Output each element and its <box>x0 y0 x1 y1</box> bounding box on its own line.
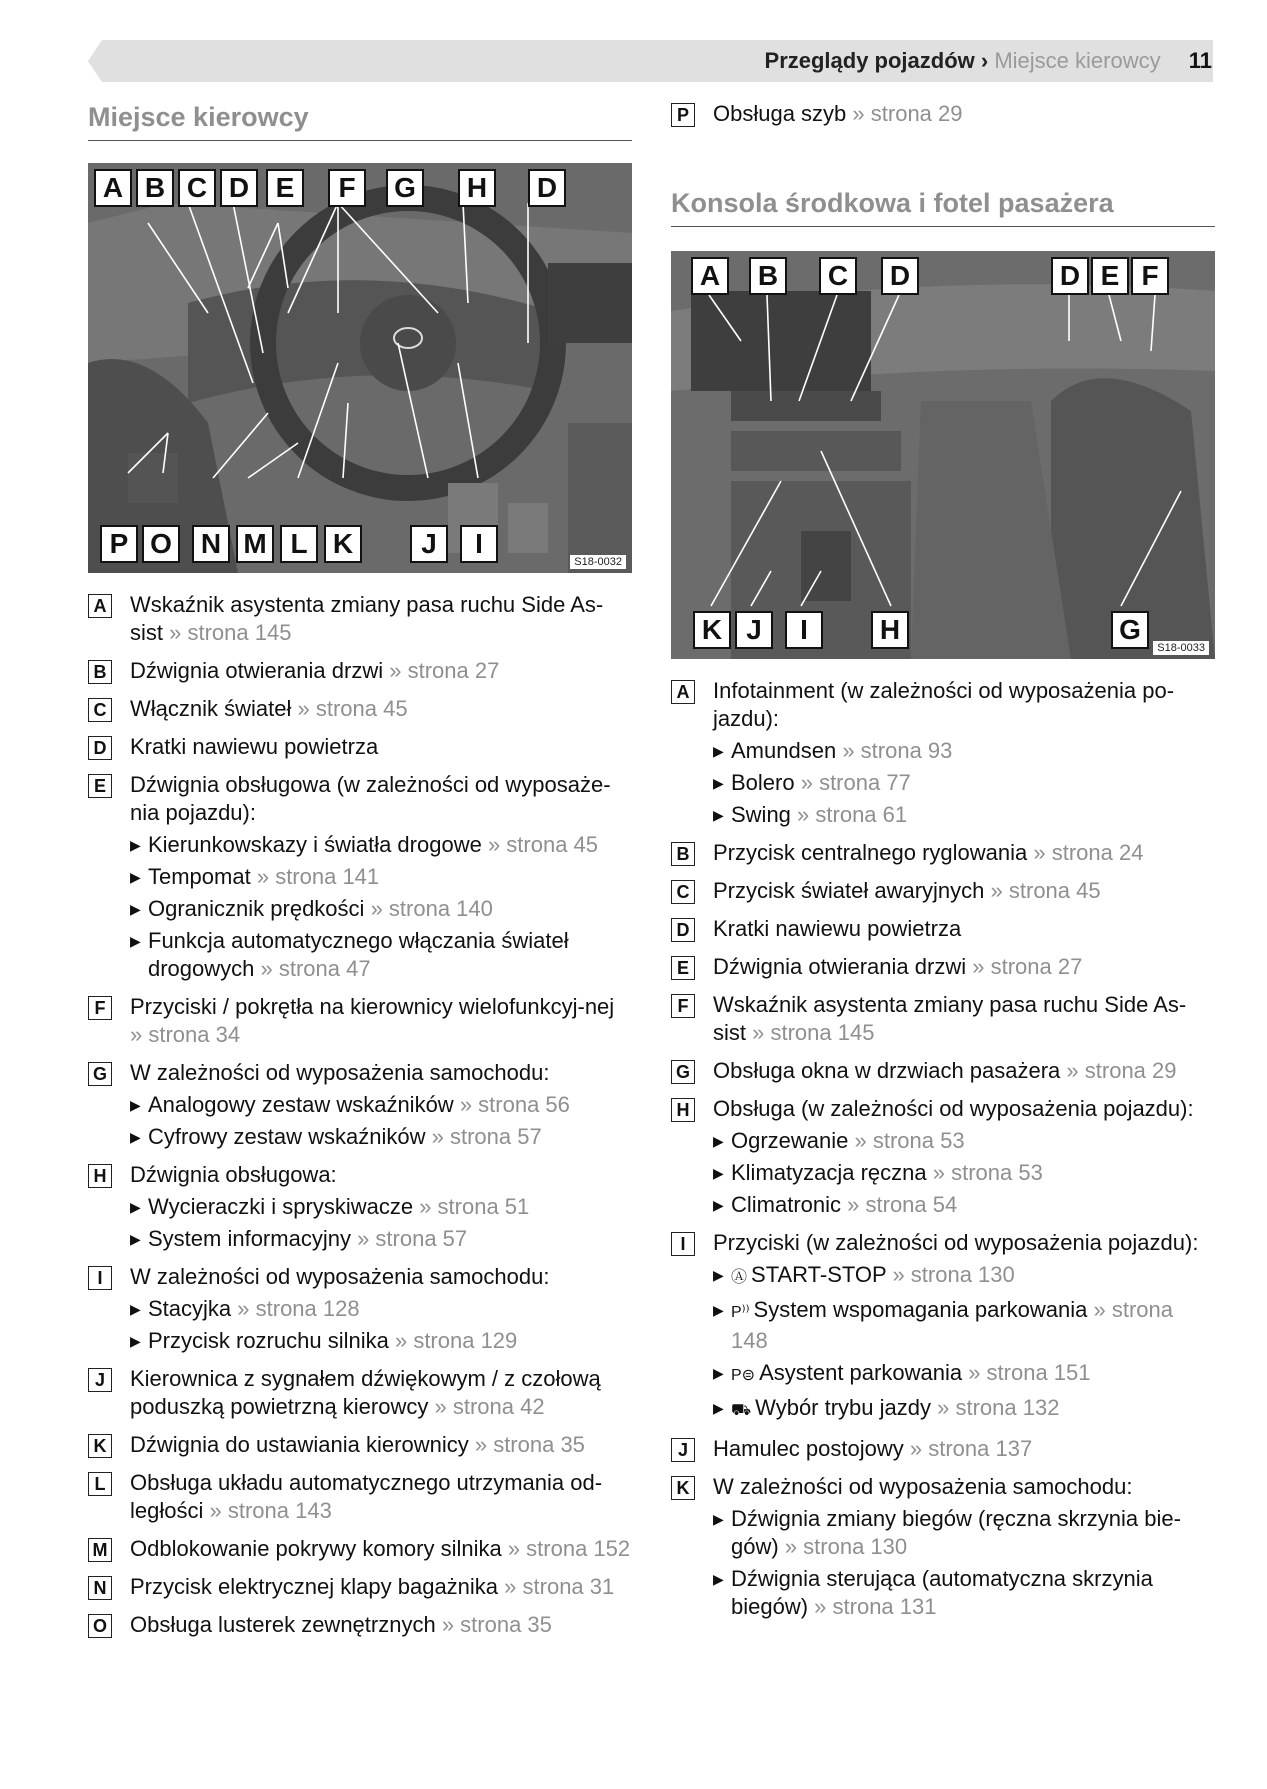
fig1-label: O <box>142 525 180 563</box>
fig1-label: K <box>324 525 362 563</box>
subitem-text: System informacyjny <box>148 1226 351 1251</box>
page-reference[interactable]: » strona 47 <box>260 956 371 981</box>
bullet-triangle-icon: ▶ <box>713 1511 724 1527</box>
legend-subitem <box>713 1505 1215 1561</box>
legend-key: F <box>671 994 695 1018</box>
figure-center-console <box>671 251 1215 659</box>
fig2-label: A <box>691 257 729 295</box>
bullet-triangle-icon: ▶ <box>130 901 141 917</box>
legend-key: O <box>88 1614 112 1638</box>
subitem-body <box>731 1565 1215 1621</box>
legend-body <box>713 1435 1215 1463</box>
page-reference[interactable]: » strona 128 <box>237 1296 360 1321</box>
subitem-body <box>731 1394 1215 1425</box>
legend-item <box>671 877 1215 905</box>
legend-item <box>88 993 632 1049</box>
legend-key: I <box>671 1232 695 1256</box>
legend-item <box>88 1365 632 1421</box>
legend-key: B <box>88 660 112 684</box>
legend-body <box>130 1161 632 1253</box>
subitem-text: START-STOP <box>751 1262 887 1287</box>
page-reference[interactable]: » strona 151 <box>968 1360 1091 1385</box>
legend-item <box>88 1161 632 1253</box>
legend-key: G <box>671 1060 695 1084</box>
subitem-text: Ogrzewanie <box>731 1128 849 1153</box>
legend-text: W zależności od wyposażenia samochodu: <box>130 1060 550 1085</box>
page-reference[interactable]: » strona 35 <box>441 1612 552 1637</box>
section-title-driver: Miejsce kierowcy <box>88 100 632 141</box>
page-reference[interactable]: » strona 27 <box>389 658 500 683</box>
page-reference[interactable]: » strona 53 <box>854 1128 965 1153</box>
legend-text: Obsługa lusterek zewnętrznych <box>130 1612 436 1637</box>
subitem-text: Ogranicznik prędkości <box>148 896 365 921</box>
fig2-label: J <box>735 611 773 649</box>
legend-subitem <box>713 1261 1215 1292</box>
legend-subitem <box>713 1565 1215 1621</box>
bullet-triangle-icon: ▶ <box>130 869 141 885</box>
legend-key: J <box>671 1438 695 1462</box>
page-reference[interactable]: » strona 61 <box>797 802 908 827</box>
legend-subitem <box>713 1359 1215 1390</box>
page-reference[interactable]: » strona 29 <box>1066 1058 1177 1083</box>
legend-body <box>130 695 632 723</box>
legend-key: M <box>88 1538 112 1562</box>
legend-key: E <box>671 956 695 980</box>
page-reference[interactable]: » strona 148 <box>731 1297 1173 1353</box>
legend-subitem <box>713 1127 1215 1155</box>
legend-body <box>713 991 1215 1047</box>
legend-text: Hamulec postojowy <box>713 1436 904 1461</box>
legend-item <box>88 771 632 983</box>
legend-text: Dźwignia do ustawiania kierownicy <box>130 1432 469 1457</box>
legend-subitem <box>130 1123 632 1151</box>
legend-text: Przyciski (w zależności od wyposażenia pojazdu): <box>713 1230 1199 1255</box>
legend-subitem <box>130 1295 632 1323</box>
subitem-body <box>731 769 1215 797</box>
fig1-label: N <box>192 525 230 563</box>
subitem-body <box>148 1225 632 1253</box>
legend-key: C <box>671 880 695 904</box>
subitem-body <box>148 1295 632 1323</box>
legend-text: Kierownica z sygnałem dźwiękowym / z czołową poduszką powietrzną kierowcy <box>130 1366 601 1419</box>
subitem-body <box>148 831 632 859</box>
bullet-triangle-icon: ▶ <box>130 837 141 853</box>
legend-item <box>671 1435 1215 1463</box>
legend-body <box>130 1431 632 1459</box>
fig2-label: B <box>749 257 787 295</box>
subitem-body <box>731 1191 1215 1219</box>
right-column <box>671 100 1215 1631</box>
fig1-label: L <box>280 525 318 563</box>
legend-key: D <box>88 736 112 760</box>
page-reference[interactable]: » strona 45 <box>297 696 408 721</box>
legend-subitem <box>130 1193 632 1221</box>
page-reference[interactable]: » strona 34 <box>130 1022 241 1047</box>
subitem-text: Asystent parkowania <box>759 1360 963 1385</box>
fig2-label: D <box>881 257 919 295</box>
fig1-label: G <box>386 169 424 207</box>
subitem-body <box>148 895 632 923</box>
fig1-label: M <box>236 525 274 563</box>
subitem-text: Dźwignia zmiany biegów (ręczna skrzynia bie-gów) <box>731 1506 1181 1559</box>
bullet-triangle-icon: ▶ <box>713 1571 724 1587</box>
subitem-body <box>148 863 632 891</box>
legend-item <box>88 733 632 761</box>
legend-item <box>88 1263 632 1355</box>
subitem-text: Wycieraczki i spryskiwacze <box>148 1194 414 1219</box>
legend-text: Dźwignia otwierania drzwi <box>713 954 967 979</box>
subitem-text: Wybór trybu jazdy <box>755 1395 932 1420</box>
legend-item <box>88 695 632 723</box>
fig1-label: E <box>266 169 304 207</box>
subitem-body <box>731 801 1215 829</box>
legend-body <box>130 1263 632 1355</box>
legend-item <box>88 1469 632 1525</box>
fig1-label: B <box>136 169 174 207</box>
legend-item <box>671 915 1215 943</box>
legend-body <box>130 591 632 647</box>
page-reference[interactable]: » strona 42 <box>434 1394 545 1419</box>
legend-key: P <box>671 103 695 127</box>
page-reference[interactable]: » strona 54 <box>847 1192 958 1217</box>
left-column <box>88 100 632 1649</box>
legend-key: G <box>88 1062 112 1086</box>
button-symbol-icon: Ⓐ <box>731 1269 748 1286</box>
legend-text: Dźwignia obsługowa (w zależności od wyposaże-nia pojazdu): <box>130 772 611 825</box>
fig1-label: D <box>528 169 566 207</box>
legend-text: Odblokowanie pokrywy komory silnika <box>130 1536 502 1561</box>
subitem-text: Stacyjka <box>148 1296 232 1321</box>
legend-text: Dźwignia obsługowa: <box>130 1162 337 1187</box>
page-reference[interactable]: » strona 152 <box>507 1536 631 1561</box>
legend-item <box>88 1059 632 1151</box>
legend-key: A <box>88 594 112 618</box>
page-number: 11 <box>1188 48 1212 73</box>
legend-text: Wskaźnik asystenta zmiany pasa ruchu Side As-sist <box>713 992 1187 1045</box>
legend-subitem <box>130 927 632 983</box>
legend-subitem <box>713 1191 1215 1219</box>
legend-item <box>671 953 1215 981</box>
legend-body <box>130 1611 632 1639</box>
bullet-triangle-icon: ▶ <box>713 775 724 791</box>
bullet-triangle-icon: ▶ <box>130 1199 141 1215</box>
legend-key: F <box>88 996 112 1020</box>
bullet-triangle-icon: ▶ <box>130 933 141 949</box>
bullet-triangle-icon: ▶ <box>713 1165 724 1181</box>
fig2-label: I <box>785 611 823 649</box>
fig1-label: C <box>178 169 216 207</box>
subitem-text: Climatronic <box>731 1192 842 1217</box>
fig2-label: C <box>819 257 857 295</box>
page-reference[interactable]: » strona 129 <box>394 1328 518 1353</box>
subitem-body <box>148 1123 632 1151</box>
legend-text: Kratki nawiewu powietrza <box>130 734 379 759</box>
subitem-body <box>148 1193 632 1221</box>
legend-subitem <box>130 1327 632 1355</box>
legend-item <box>88 1573 632 1601</box>
legend-key: L <box>88 1472 112 1496</box>
subitem-text: Amundsen <box>731 738 837 763</box>
legend-body <box>130 1365 632 1421</box>
button-symbol-icon: P⊜ <box>731 1367 756 1384</box>
legend-text: Dźwignia otwierania drzwi <box>130 658 384 683</box>
subitem-text: Tempomat <box>148 864 251 889</box>
page-reference[interactable]: » strona 143 <box>209 1498 332 1523</box>
fig1-label: I <box>460 525 498 563</box>
legend-subitem <box>713 737 1215 765</box>
fig1-label: J <box>410 525 448 563</box>
bullet-triangle-icon: ▶ <box>713 1365 724 1381</box>
page-reference[interactable]: » strona 53 <box>932 1160 1043 1185</box>
subitem-body <box>731 1261 1215 1292</box>
legend-text: Przycisk świateł awaryjnych <box>713 878 985 903</box>
legend-text: Przycisk centralnego ryglowania <box>713 840 1028 865</box>
dashboard-illustration <box>88 163 632 573</box>
subitem-body <box>731 1505 1215 1561</box>
bullet-triangle-icon: ▶ <box>713 1302 724 1318</box>
subitem-text: Cyfrowy zestaw wskaźników <box>148 1124 426 1149</box>
page-reference: » strona 29 <box>852 101 963 126</box>
subitem-body <box>731 1296 1215 1355</box>
header-section: Przeglądy pojazdów › <box>764 48 989 73</box>
fig2-label: E <box>1091 257 1129 295</box>
page-reference[interactable]: » strona 45 <box>990 878 1101 903</box>
bullet-triangle-icon: ▶ <box>713 743 724 759</box>
bullet-triangle-icon: ▶ <box>130 1333 141 1349</box>
legend-body <box>130 993 632 1049</box>
legend-item <box>671 839 1215 867</box>
legend-body <box>713 877 1215 905</box>
subitem-text: Funkcja automatycznego włączania świateł drogowych <box>148 928 569 981</box>
legend-item <box>671 1229 1215 1425</box>
legend-key: H <box>88 1164 112 1188</box>
page-reference[interactable]: » strona 57 <box>357 1226 468 1251</box>
bullet-triangle-icon: ▶ <box>130 1129 141 1145</box>
page-reference[interactable]: » strona 137 <box>909 1436 1033 1461</box>
subitem-body <box>731 1127 1215 1155</box>
legend-body <box>713 839 1215 867</box>
fig1-label: A <box>94 169 132 207</box>
legend-text: Wskaźnik asystenta zmiany pasa ruchu Side As-sist <box>130 592 604 645</box>
legend-subitem <box>713 1159 1215 1187</box>
console-illustration <box>671 251 1215 659</box>
bullet-triangle-icon: ▶ <box>130 1231 141 1247</box>
bullet-triangle-icon: ▶ <box>713 1267 724 1283</box>
fig2-label: F <box>1131 257 1169 295</box>
page-reference[interactable]: » strona 131 <box>814 1594 937 1619</box>
fig1-label: F <box>328 169 366 207</box>
subitem-text: Klimatyzacja ręczna <box>731 1160 927 1185</box>
legend-key: C <box>88 698 112 722</box>
fig2-label: H <box>871 611 909 649</box>
legend-key: D <box>671 918 695 942</box>
subitem-text: Bolero <box>731 770 795 795</box>
legend-body <box>713 1229 1215 1425</box>
legend-body <box>130 1059 632 1151</box>
fig2-label: D <box>1051 257 1089 295</box>
legend-body <box>130 771 632 983</box>
bullet-triangle-icon: ▶ <box>713 1197 724 1213</box>
page-reference[interactable]: » strona 57 <box>431 1124 542 1149</box>
legend-item <box>88 1611 632 1639</box>
legend-subitem <box>130 1091 632 1119</box>
legend-key: H <box>671 1098 695 1122</box>
legend-item <box>671 1095 1215 1219</box>
legend-text: Przycisk elektrycznej klapy bagażnika <box>130 1574 499 1599</box>
page-reference[interactable]: » strona 31 <box>504 1574 615 1599</box>
legend-text: Infotainment (w zależności od wyposażenia po-jazdu): <box>713 678 1175 731</box>
legend-body <box>130 1573 632 1601</box>
subitem-text: Kierunkowskazy i światła drogowe <box>148 832 482 857</box>
legend-text: W zależności od wyposażenia samochodu: <box>130 1264 550 1289</box>
legend-item <box>88 591 632 647</box>
legend-body <box>713 1095 1215 1219</box>
fig2-label: K <box>693 611 731 649</box>
legend-body <box>130 1535 632 1563</box>
running-header <box>765 48 1212 74</box>
legend-item <box>88 1535 632 1563</box>
legend-item <box>671 100 1215 128</box>
page-reference[interactable]: » strona 93 <box>842 738 953 763</box>
legend-item <box>88 1431 632 1459</box>
legend-key: K <box>671 1476 695 1500</box>
subitem-body <box>731 1359 1215 1390</box>
legend-text: Obsługa układu automatycznego utrzymania od-ległości <box>130 1470 603 1523</box>
legend-key: J <box>88 1368 112 1392</box>
page-reference[interactable]: » strona 132 <box>937 1395 1060 1420</box>
header-subsection: Miejsce kierowcy <box>994 48 1161 73</box>
figure-code: S18-0032 <box>570 555 626 569</box>
legend-subitem <box>130 831 632 859</box>
legend-list-driver <box>88 591 632 1639</box>
legend-text: W zależności od wyposażenia samochodu: <box>713 1474 1133 1499</box>
legend-body <box>713 953 1215 981</box>
subitem-text: Analogowy zestaw wskaźników <box>148 1092 454 1117</box>
legend-text: Kratki nawiewu powietrza <box>713 916 962 941</box>
page-reference[interactable]: » strona 35 <box>474 1432 585 1457</box>
legend-subitem <box>713 1394 1215 1425</box>
legend-text: Włącznik świateł <box>130 696 292 721</box>
legend-key: N <box>88 1576 112 1600</box>
legend-item <box>671 1473 1215 1621</box>
legend-subitem <box>130 895 632 923</box>
legend-text: Obsługa szyb <box>713 101 847 126</box>
legend-subitem <box>713 1296 1215 1355</box>
bullet-triangle-icon: ▶ <box>713 807 724 823</box>
legend-subitem <box>130 863 632 891</box>
page-reference[interactable]: » strona 77 <box>800 770 911 795</box>
legend-key: B <box>671 842 695 866</box>
fig2-label: G <box>1111 611 1149 649</box>
bullet-triangle-icon: ▶ <box>713 1133 724 1149</box>
subitem-body <box>731 737 1215 765</box>
page-reference[interactable]: » strona 140 <box>370 896 493 921</box>
subitem-text: Swing <box>731 802 791 827</box>
legend-subitem <box>130 1225 632 1253</box>
legend-item <box>671 991 1215 1047</box>
page-reference[interactable]: » strona 145 <box>752 1020 875 1045</box>
legend-text: Obsługa (w zależności od wyposażenia pojazdu): <box>713 1096 1194 1121</box>
button-symbol-icon: P⁾⁾ <box>731 1304 750 1321</box>
legend-key: K <box>88 1434 112 1458</box>
legend-item <box>88 657 632 685</box>
page-reference[interactable]: » strona 141 <box>256 864 380 889</box>
legend-subitem <box>713 801 1215 829</box>
figure-code: S18-0033 <box>1153 641 1209 655</box>
bullet-triangle-icon: ▶ <box>713 1400 724 1416</box>
legend-subitem <box>713 769 1215 797</box>
legend-body <box>713 1057 1215 1085</box>
page-reference[interactable]: » strona 56 <box>459 1092 570 1117</box>
page-reference[interactable]: » strona 145 <box>169 620 292 645</box>
legend-key: A <box>671 680 695 704</box>
fig1-label: D <box>220 169 258 207</box>
subitem-body <box>731 1159 1215 1187</box>
subitem-body <box>148 927 632 983</box>
button-symbol-icon: ⛟ <box>731 1402 752 1419</box>
page-reference[interactable]: » strona 130 <box>784 1534 908 1559</box>
legend-text: Obsługa okna w drzwiach pasażera <box>713 1058 1061 1083</box>
subitem-body <box>148 1327 632 1355</box>
legend-list-console <box>671 677 1215 1621</box>
page-reference[interactable]: » strona 130 <box>892 1262 1015 1287</box>
subitem-body <box>148 1091 632 1119</box>
figure-driver-seat <box>88 163 632 573</box>
legend-body <box>130 657 632 685</box>
bullet-triangle-icon: ▶ <box>130 1097 141 1113</box>
page-reference[interactable]: » strona 24 <box>1033 840 1144 865</box>
legend-body <box>130 733 632 761</box>
legend-key: I <box>88 1266 112 1290</box>
legend-text: Przyciski / pokrętła na kierownicy wielofunkcyj-nej <box>130 994 615 1019</box>
fig1-label: H <box>458 169 496 207</box>
legend-body <box>713 915 1215 943</box>
legend-item <box>671 1057 1215 1085</box>
legend-body <box>130 1469 632 1525</box>
legend-item <box>671 677 1215 829</box>
subitem-text: Dźwignia sterująca (automatyczna skrzynia biegów) <box>731 1566 1153 1619</box>
subitem-text: System wspomagania parkowania <box>753 1297 1088 1322</box>
legend-body <box>713 1473 1215 1621</box>
subitem-text: Przycisk rozruchu silnika <box>148 1328 389 1353</box>
legend-key: E <box>88 774 112 798</box>
page-reference[interactable]: » strona 27 <box>972 954 1083 979</box>
page-reference[interactable]: » strona 45 <box>487 832 599 857</box>
fig1-label: P <box>100 525 138 563</box>
legend-body <box>713 677 1215 829</box>
section-title-console: Konsola środkowa i fotel pasażera <box>671 186 1215 227</box>
bullet-triangle-icon: ▶ <box>130 1301 141 1317</box>
page-reference[interactable]: » strona 51 <box>419 1194 530 1219</box>
